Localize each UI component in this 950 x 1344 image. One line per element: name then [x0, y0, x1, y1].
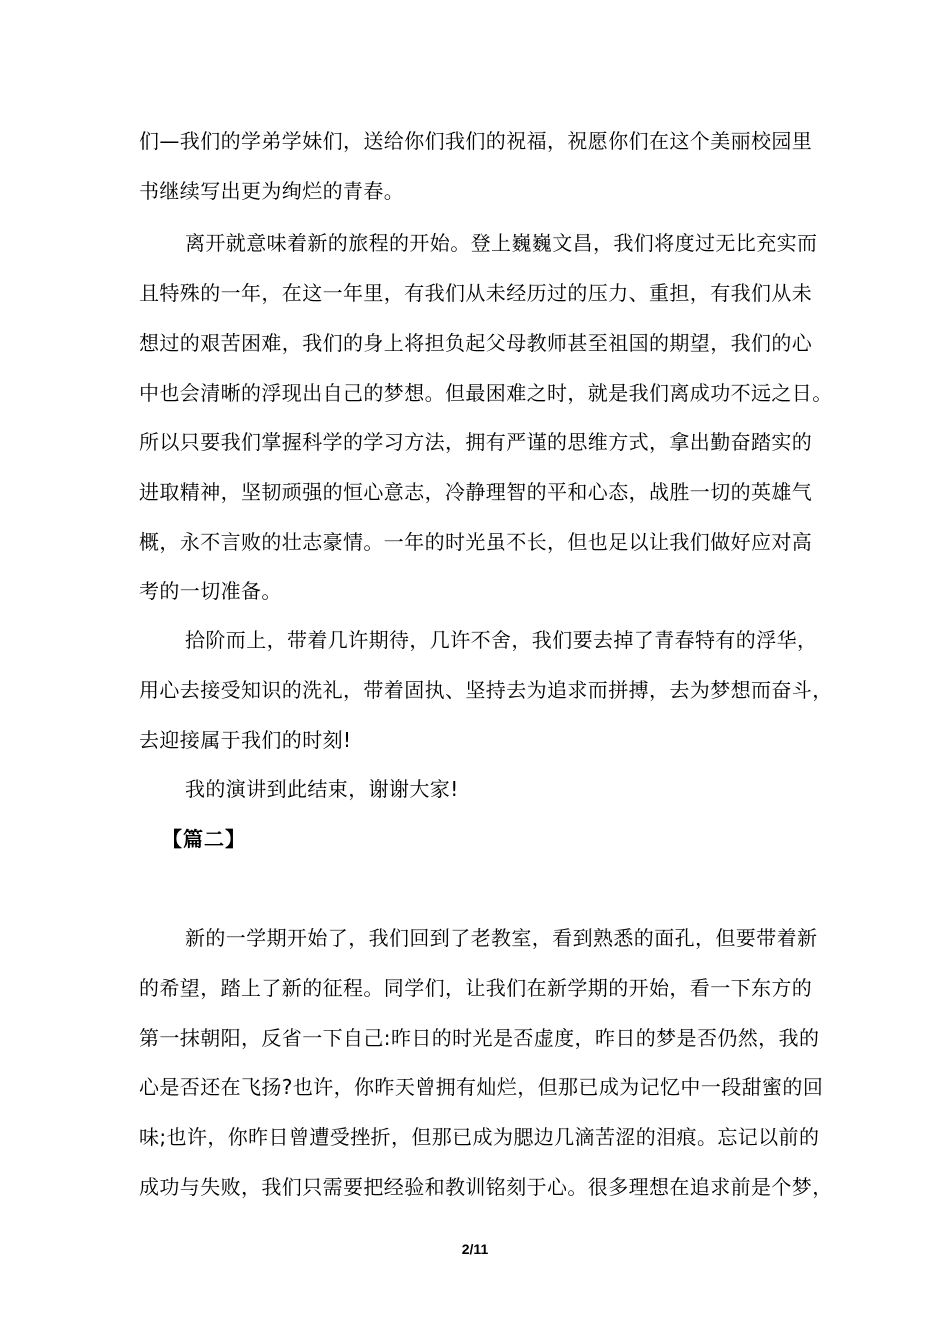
paragraph-first-line: 新的一学期开始了，我们回到了老教室，看到熟悉的面孔，但要带着新	[185, 926, 818, 950]
text-line: 中也会清晰的浮现出自己的梦想。但最困难之时，就是我们离成功不远之日。	[139, 381, 833, 405]
text-line: 的希望，踏上了新的征程。同学们，让我们在新学期的开始，看一下东方的	[139, 976, 813, 1000]
text-line: 心是否还在飞扬?也许，你昨天曾拥有灿烂，但那已成为记忆中一段甜蜜的回	[139, 1075, 824, 1099]
paragraph-first-line: 我的演讲到此结束，谢谢大家!	[185, 777, 459, 801]
text-line: 们—我们的学弟学妹们，送给你们我们的祝福，祝愿你们在这个美丽校园里	[139, 129, 813, 153]
text-line: 考的一切准备。	[139, 579, 282, 603]
text-line: 且特殊的一年，在这一年里，有我们从未经历过的压力、重担，有我们从未	[139, 281, 813, 305]
text-line: 成功与失败，我们只需要把经验和教训铭刻于心。很多理想在追求前是个梦，	[139, 1175, 833, 1199]
text-line: 味;也许，你昨日曾遭受挫折，但那已成为腮边几滴苦涩的泪痕。忘记以前的	[139, 1125, 820, 1149]
text-line: 所以只要我们掌握科学的学习方法，拥有严谨的思维方式，拿出勤奋踏实的	[139, 430, 813, 454]
text-line: 第一抹朝阳，反省一下自己:昨日的时光是否虚度，昨日的梦是否仍然，我的	[139, 1026, 820, 1050]
text-line: 进取精神，坚韧顽强的恒心意志，冷静理智的平和心态，战胜一切的英雄气	[139, 480, 813, 504]
text-line: 概，永不言败的壮志豪情。一年的时光虽不长，但也足以让我们做好应对高	[139, 530, 813, 554]
text-line: 去迎接属于我们的时刻!	[139, 728, 352, 752]
section-heading: 【篇二】	[162, 827, 246, 851]
text-line: 用心去接受知识的洗礼，带着固执、坚持去为追求而拼搏，去为梦想而奋斗，	[139, 678, 833, 702]
paragraph-first-line: 离开就意味着新的旅程的开始。登上巍巍文昌，我们将度过无比充实而	[185, 231, 818, 255]
text-line: 想过的艰苦困难，我们的身上将担负起父母教师甚至祖国的期望，我们的心	[139, 331, 813, 355]
text-line: 书继续写出更为绚烂的青春。	[139, 179, 405, 203]
page-number: 2/11	[461, 1241, 489, 1257]
paragraph-first-line: 拾阶而上，带着几许期待，几许不舍，我们要去掉了青春特有的浮华，	[185, 628, 818, 652]
